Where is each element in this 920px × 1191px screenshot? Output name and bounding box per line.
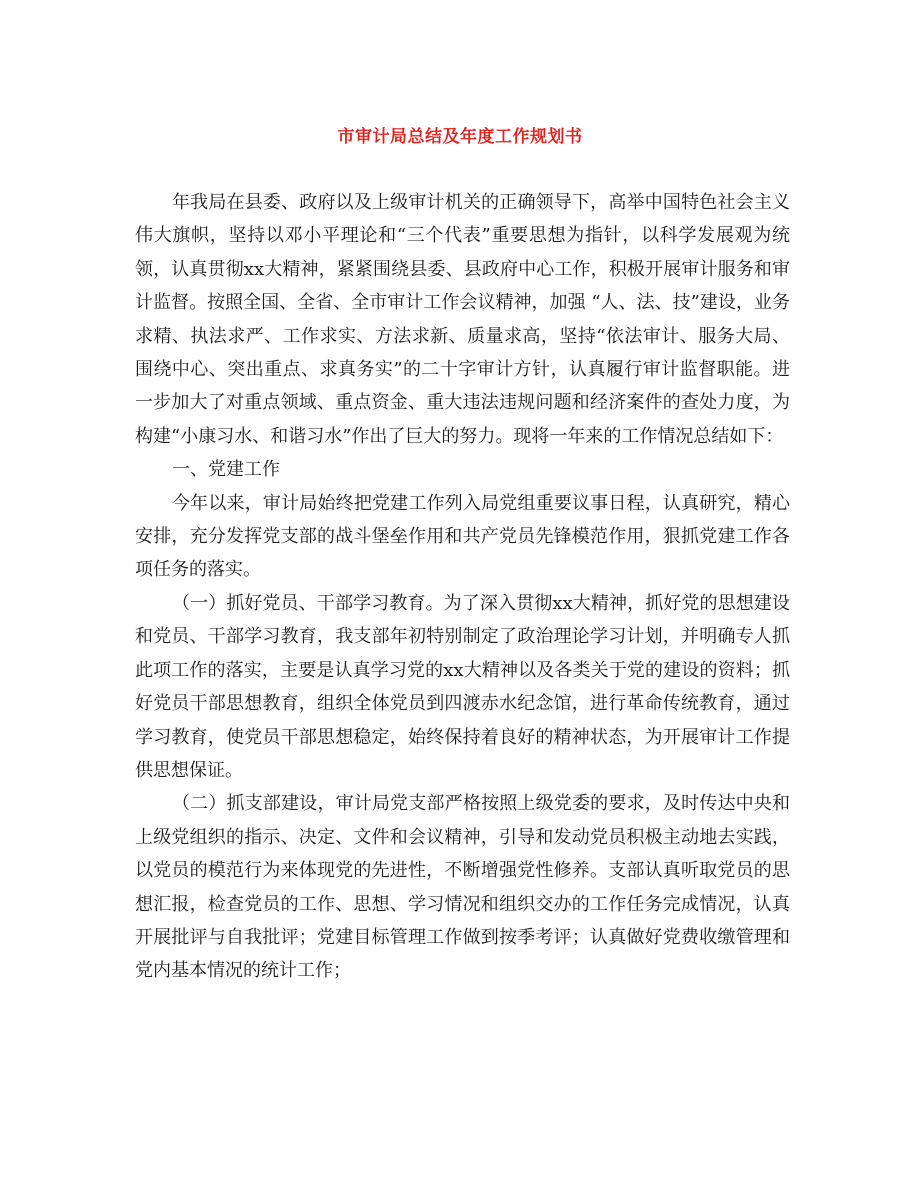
paragraph-branch-building: （二）抓支部建设，审计局党支部严格按照上级党委的要求，及时传达中央和上级党组织的指示、决定、文件和会议精神，引导和发动党员积极主动地去实践，以党员的模范行为来体现党的先进性，不断增强党性修养。支部认真听取党员的思想汇报，检查党员的工作、思想、学习情况和组织交办的工作任务完成情况，认真开展批评与自我批评；党建目标管理工作做到按季考评；认真做好党费收缴管理和党内基本情况的统计工作；: [135, 793, 790, 982]
section-heading-party-building: 一、党建工作: [172, 459, 280, 481]
document-title: 市审计局总结及年度工作规划书: [337, 127, 583, 147]
paragraph-party-building: 今年以来，审计局始终把党建工作列入局党组重要议事日程，认真研究，精心安排，充分发挥党支部的战斗堡垒作用和共产党员先锋模范作用，狠抓党建工作各项任务的落实。: [135, 492, 790, 581]
document-body: [135, 186, 790, 988]
paragraph-study-education: （一）抓好党员、干部学习教育。为了深入贯彻xx大精神，抓好党的思想建设和党员、干部学习教育，我支部年初特别制定了政治理论学习计划，并明确专人抓此项工作的落实，主要是认真学习党的xx大精神以及各类关于党的建设的资料；抓好党员干部思想教育，组织全体党员到四渡赤水纪念馆，进行革命传统教育，通过学习教育，使党员干部思想稳定，始终保持着良好的精神状态，为开展审计工作提供思想保证。: [135, 592, 790, 781]
paragraph-intro: 年我局在县委、政府以及上级审计机关的正确领导下，高举中国特色社会主义伟大旗帜，坚持以邓小平理论和“三个代表”重要思想为指针，以科学发展观为统领，认真贯彻xx大精神，紧紧围绕县委、县政府中心工作，积极开展审计服务和审计监督。按照全国、全省、全市审计工作会议精神，加强 “人、法、技”建设，业务求精、执法求严、工作求实、方法求新、质量求高，坚持“依法审计、服务大局、围绕中心、突出重点、求真务实”的二十字审计方针，认真履行审计监督职能。进一步加大了对重点领域、重点资金、重大违法违规问题和经济案件的查处力度，为构建“小康习水、和谐习水”作出了巨大的努力。现将一年来的工作情况总结如下：: [135, 192, 790, 447]
